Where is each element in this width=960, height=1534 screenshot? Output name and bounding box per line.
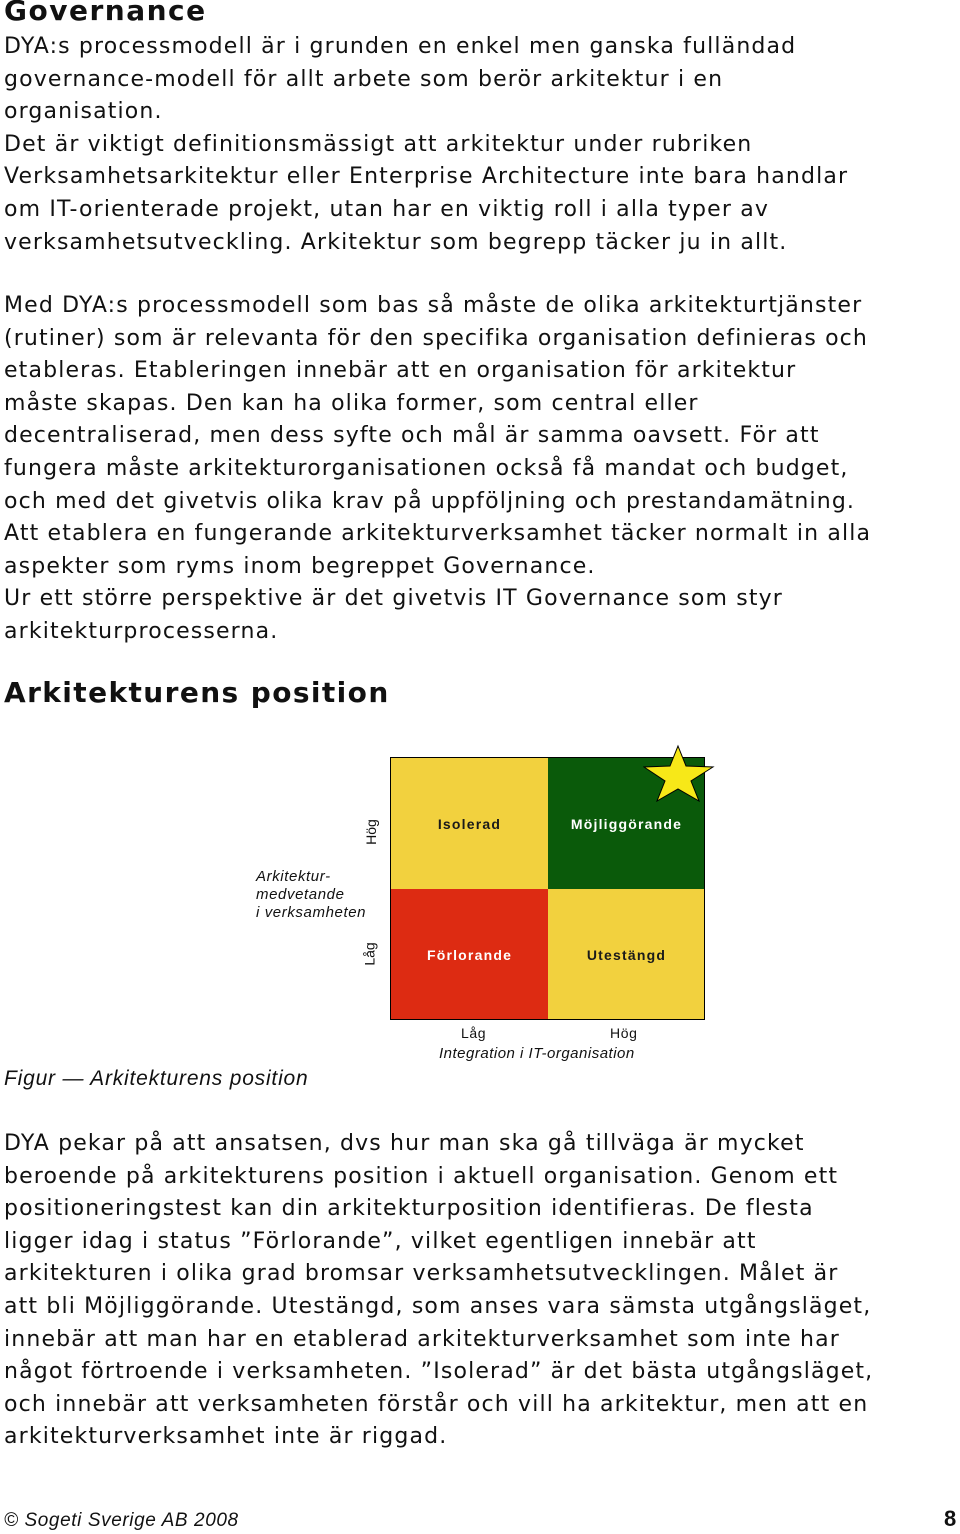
y-axis-low-label: Låg [361,942,378,966]
text-line: Ur ett större perspektive är det givetvis IT Governance som styr [4,586,783,612]
paragraph-intro [4,31,960,259]
text-line: att bli Möjliggörande. Utestängd, som anses vara sämsta utgångsläget, [4,1293,872,1319]
quadrant-utestangd [548,889,705,1020]
text-line: arkitekturen i olika grad bromsar verksamhetsutvecklingen. Målet är [4,1261,839,1287]
x-axis-label: Integration i IT-organisation [439,1045,635,1062]
text-line: måste skapas. Den kan ha olika former, som central eller [4,390,699,416]
quadrant-forlorande [391,889,548,1020]
text-line: etableras. Etableringen innebär att en organisation för arkitektur [4,358,797,384]
star-icon [643,744,715,802]
figure-caption: Figur — Arkitekturens position [4,1067,309,1090]
text-line: och innebär att verksamheten förstår och vill ha arkitektur, men att en [4,1391,869,1417]
quadrant-isolerad [391,758,548,889]
y-axis-label [256,868,366,922]
paragraph-process [4,290,960,649]
footer-copyright: © Sogeti Sverige AB 2008 [4,1510,239,1531]
text-line: organisation. [4,99,163,125]
quadrant-label: Möjliggörande [570,815,683,832]
text-line: fungera måste arkitekturorganisationen också få mandat och budget, [4,455,849,481]
y-axis-label-line: Arkitektur- [256,868,331,885]
quadrant-label: Förlorande [426,946,513,963]
text-line: DYA pekar på att ansatsen, dvs hur man ska gå tillväga är mycket [4,1131,805,1156]
text-line: och med det givetvis olika krav på uppföljning och prestandamätning. [4,488,856,514]
x-axis-low-label: Låg [461,1025,487,1041]
text-line: om IT-orienterade projekt, utan har en viktig roll i alla typer av [4,196,770,222]
y-axis-label-line: medvetande [256,886,345,903]
section-heading: Arkitekturens position [4,676,390,709]
text-line: Att etablera en fungerande arkitekturverksamhet täcker normalt in alla [4,521,872,547]
text-line: decentraliserad, men dess syfte och mål är samma oavsett. För att [4,423,820,449]
text-line: Med DYA:s processmodell som bas så måste de olika arkitekturtjänster [4,293,863,318]
text-line: (rutiner) som är relevanta för den specifika organisation definieras och [4,325,869,351]
text-line: verksamhetsutveckling. Arkitektur som begrepp täcker ju in allt. [4,229,788,255]
text-line: Verksamhetsarkitektur eller Enterprise Architecture inte bara handlar [4,164,849,190]
text-line: aspekter som ryms inom begreppet Governance. [4,553,596,579]
text-line: arkitekturverksamhet inte är riggad. [4,1424,448,1450]
text-line: governance-modell för allt arbete som berör arkitektur i en [4,66,724,92]
text-line: arkitekturprocesserna. [4,618,279,644]
text-line: positioneringstest kan din arkitekturposition identifieras. De flesta [4,1196,814,1222]
page-number: 8 [944,1506,957,1531]
text-line: innebär att man har en etablerad arkitekturverksamhet som inte har [4,1326,840,1352]
y-axis-label-line: i verksamheten [256,904,367,921]
quadrant-label: Isolerad [437,815,502,832]
text-line: något förtroende i verksamheten. ”Isolerad” är det bästa utgångsläget, [4,1359,874,1385]
text-line: Det är viktigt definitionsmässigt att arkitektur under rubriken [4,131,753,157]
quadrant-label: Utestängd [586,946,667,963]
x-axis-high-label: Hög [610,1025,638,1041]
text-line: ligger idag i status ”Förlorande”, vilket egentligen innebär att [4,1228,757,1254]
text-line: DYA:s processmodell är i grunden en enkel men ganska fulländad [4,34,797,59]
text-line: beroende på arkitekturens position i aktuell organisation. Genom ett [4,1163,839,1189]
y-axis-high-label: Hög [362,819,379,845]
paragraph-position [4,1128,960,1454]
page-heading: Governance [4,0,207,27]
